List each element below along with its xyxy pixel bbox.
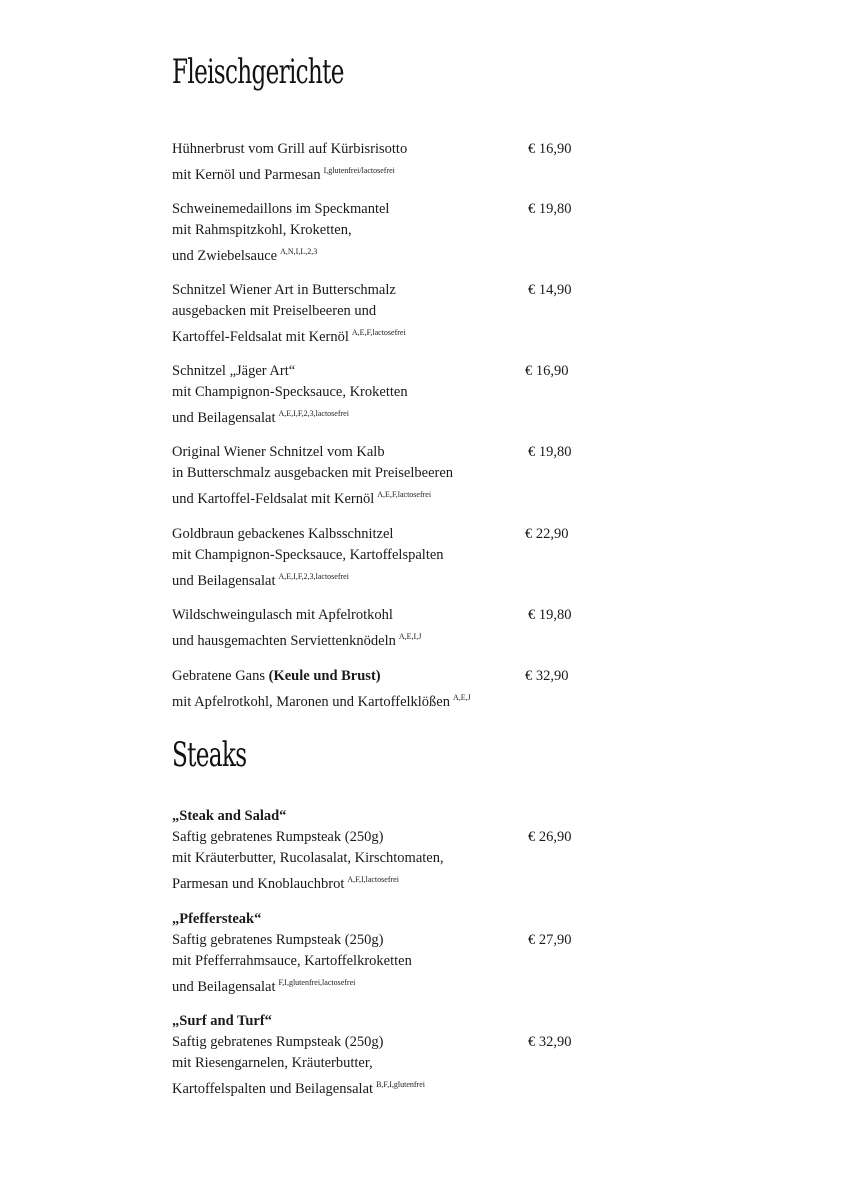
item-name: „Steak and Salad“ — [172, 808, 287, 824]
item-line-text: mit Kernöl und Parmesan — [172, 167, 321, 183]
item-price: € 27,90 — [528, 932, 572, 948]
allergen-codes: A,F,I,lactosefrei — [347, 875, 399, 884]
item-line: Schweinemedaillons im Speckmantel — [172, 201, 390, 217]
item-line-text: und hausgemachten Serviettenknödeln — [172, 633, 396, 649]
item-line-text: und Zwiebelsauce — [172, 248, 278, 264]
allergen-codes: A,E,F,lactosefrei — [351, 328, 406, 337]
item-line: mit Kräuterbutter, Rucolasalat, Kirschtomaten, — [172, 850, 444, 866]
allergen-codes: A,E,I,F,2,3,lactosefrei — [278, 409, 349, 418]
item-line — [172, 972, 592, 998]
section-title-fleischgerichte: Fleischgerichte — [172, 52, 344, 92]
item-line: Wildschweingulasch mit Apfelrotkohl — [172, 607, 393, 623]
item-line: Original Wiener Schnitzel vom Kalb — [172, 444, 385, 460]
item-price: € 19,80 — [528, 201, 572, 217]
item-line — [172, 1074, 592, 1100]
item-line — [172, 241, 592, 267]
menu-item — [172, 909, 592, 998]
menu-item — [172, 280, 592, 348]
item-line-text: Kartoffel-Feldsalat mit Kernöl — [172, 329, 349, 345]
item-name: „Surf and Turf“ — [172, 1013, 272, 1029]
item-line: mit Riesengarnelen, Kräuterbutter, — [172, 1055, 373, 1071]
item-price: € 32,90 — [525, 668, 569, 684]
item-price: € 16,90 — [525, 363, 569, 379]
item-line: Schnitzel „Jäger Art“ — [172, 363, 296, 379]
menu-item — [172, 1011, 592, 1100]
menu-item — [172, 605, 592, 652]
item-price: € 32,90 — [528, 1034, 572, 1050]
item-line: in Butterschmalz ausgebacken mit Preiselbeeren — [172, 465, 454, 481]
item-line: Saftig gebratenes Rumpsteak (250g) — [172, 1034, 384, 1050]
menu-item — [172, 199, 592, 267]
menu-item — [172, 666, 592, 713]
item-line: mit Rahmspitzkohl, Kroketten, — [172, 222, 352, 238]
item-price: € 26,90 — [528, 829, 572, 845]
menu-item — [172, 524, 592, 592]
item-line-text: Kartoffelspalten und Beilagensalat — [172, 1081, 374, 1097]
item-line — [172, 403, 592, 429]
item-line: mit Champignon-Specksauce, Kroketten — [172, 384, 408, 400]
item-price: € 19,80 — [528, 444, 572, 460]
item-line: Schnitzel Wiener Art in Butterschmalz — [172, 282, 396, 298]
item-price: € 22,90 — [525, 526, 569, 542]
item-line — [172, 484, 592, 510]
item-line — [172, 322, 592, 348]
item-line — [172, 566, 592, 592]
allergen-codes: A,N,I,L,2,3 — [280, 247, 318, 256]
allergen-codes: A,E,I,F,2,3,lactosefrei — [278, 572, 349, 581]
item-line-text: und Beilagensalat — [172, 979, 276, 995]
item-price: € 14,90 — [528, 282, 572, 298]
item-line: Saftig gebratenes Rumpsteak (250g) — [172, 829, 384, 845]
item-line: Hühnerbrust vom Grill auf Kürbisrisotto — [172, 141, 408, 157]
item-line-text: und Kartoffel-Feldsalat mit Kernöl — [172, 491, 375, 507]
menu-item — [172, 139, 592, 186]
allergen-codes: I,glutenfrei/lactosefrei — [323, 166, 395, 175]
item-line-text: und Beilagensalat — [172, 573, 276, 589]
item-line-text: und Beilagensalat — [172, 410, 276, 426]
item-line: mit Champignon-Specksauce, Kartoffelspalten — [172, 547, 444, 563]
allergen-codes: B,F,I,glutenfrei — [376, 1080, 425, 1089]
menu-item — [172, 361, 592, 429]
item-title: Gebratene Gans — [172, 668, 269, 684]
item-line — [172, 626, 592, 652]
item-line-text: Parmesan und Knoblauchbrot — [172, 876, 345, 892]
item-line — [172, 160, 592, 186]
item-line — [172, 687, 592, 713]
item-name: „Pfeffersteak“ — [172, 911, 262, 927]
item-line — [172, 869, 592, 895]
item-line-text: mit Apfelrotkohl, Maronen und Kartoffelklößen — [172, 694, 450, 710]
menu-item — [172, 442, 592, 510]
item-price: € 16,90 — [528, 141, 572, 157]
item-line: ausgebacken mit Preiselbeeren und — [172, 303, 377, 319]
section-title-steaks: Steaks — [172, 735, 247, 775]
allergen-codes: F,I,glutenfrei,lactosefrei — [278, 978, 356, 987]
item-title-bold: (Keule und Brust) — [268, 668, 381, 684]
item-line: Saftig gebratenes Rumpsteak (250g) — [172, 932, 384, 948]
allergen-codes: A,E,F,lactosefrei — [377, 490, 432, 499]
item-line: mit Pfefferrahmsauce, Kartoffelkroketten — [172, 953, 412, 969]
menu-item — [172, 806, 592, 895]
allergen-codes: A,E,J — [453, 693, 471, 702]
allergen-codes: A,E,I,J — [398, 632, 422, 641]
item-line: Goldbraun gebackenes Kalbsschnitzel — [172, 526, 394, 542]
item-price: € 19,80 — [528, 607, 572, 623]
